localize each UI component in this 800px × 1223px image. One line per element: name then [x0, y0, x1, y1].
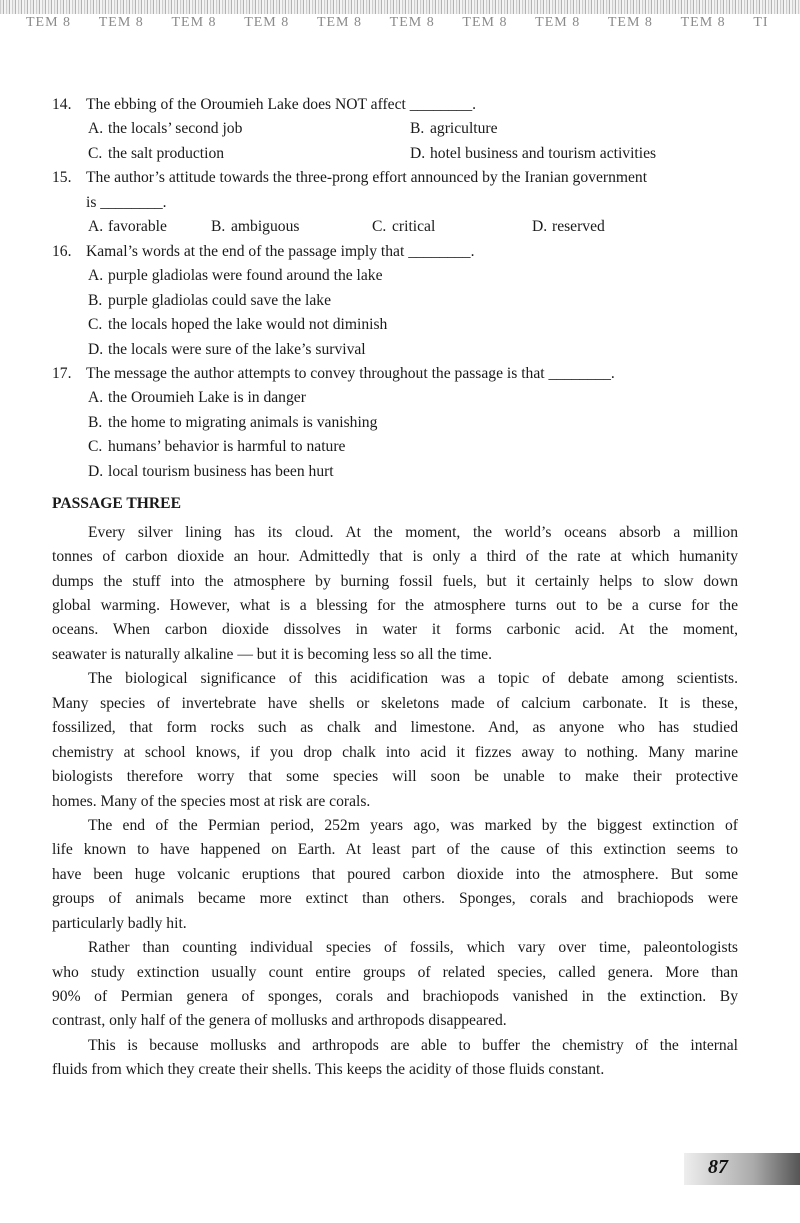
header-label: TEM 8: [171, 15, 217, 30]
answer-option: [88, 264, 383, 288]
passage-paragraph: [52, 814, 738, 936]
option-text: ambiguous: [231, 218, 300, 236]
passage-title: PASSAGE THREE: [52, 495, 181, 513]
paragraph-line: The biological significance of this acidification was a topic of debate among scientists.: [88, 670, 738, 688]
option-text: purple gladiolas were found around the lake: [108, 267, 383, 285]
answer-option: [88, 435, 345, 459]
paragraph-line: contrast, only half of the genera of mollusks and arthropods disappeared.: [52, 1012, 507, 1030]
page-number: 87: [708, 1156, 728, 1178]
option-text: local tourism business has been hurt: [108, 462, 334, 480]
paragraph-line: global warming. However, what is a blessing for the atmosphere turns out to be a curse for the: [52, 597, 738, 615]
option-letter: D.: [532, 218, 548, 236]
header-label: TI: [753, 15, 769, 30]
running-header: [26, 15, 800, 31]
option-letter: B.: [410, 120, 425, 138]
option-letter: B.: [88, 413, 103, 431]
question-number: 17.: [52, 364, 72, 382]
option-letter: B.: [211, 218, 226, 236]
paragraph-line: chemistry at school knows, if you drop chalk into acid it fizzes away to nothing. Many marine: [52, 743, 738, 761]
paragraph-line: Every silver lining has its cloud. At the moment, the world’s oceans absorb a million: [88, 523, 738, 541]
question-stem: [52, 362, 738, 386]
question-14: [52, 93, 738, 166]
header-label: TEM 8: [98, 15, 144, 30]
option-text: the locals were sure of the lake’s survival: [108, 340, 366, 358]
answer-option: [88, 411, 377, 435]
answer-option: [372, 215, 532, 239]
header-label: TEM 8: [244, 15, 290, 30]
option-text: critical: [392, 218, 436, 236]
option-text: humans’ behavior is harmful to nature: [108, 438, 346, 456]
option-text: agriculture: [430, 120, 498, 138]
option-row: [52, 289, 738, 313]
paragraph-line: fluids from which they create their shells. This keeps the acidity of those fluids constant.: [52, 1061, 605, 1079]
option-letter: C.: [88, 438, 103, 456]
header-label: TEM 8: [462, 15, 508, 30]
paragraph-line: biologists therefore worry that some species will soon be unable to make their protective: [52, 768, 738, 786]
option-letter: C.: [88, 316, 103, 334]
paragraph-line: have been huge volcanic eruptions that poured carbon dioxide into the atmosphere. But some: [52, 865, 738, 883]
paragraph-line: groups of animals became more extinct than others. Sponges, corals and brachiopods were: [52, 890, 738, 908]
answer-option: [88, 386, 306, 410]
option-text: hotel business and tourism activities: [430, 144, 657, 162]
option-text: the Oroumieh Lake is in danger: [108, 389, 306, 407]
answer-option: [88, 215, 211, 239]
answer-option: [410, 117, 732, 141]
option-row: [52, 460, 738, 484]
header-label: TEM 8: [680, 15, 726, 30]
answer-option: [88, 142, 410, 166]
option-row: [52, 117, 738, 141]
paragraph-line: The end of the Permian period, 252m years ago, was marked by the biggest extinction of: [88, 816, 738, 834]
option-text: favorable: [108, 218, 167, 236]
question-number: 14.: [52, 96, 72, 113]
header-label: TEM 8: [26, 15, 72, 30]
question-number: 16.: [52, 242, 72, 260]
option-row: [52, 386, 738, 410]
question-text: The author’s attitude towards the three-prong effort announced by the Iranian government: [86, 169, 648, 187]
passage-paragraph: [52, 936, 738, 1034]
option-letter: A.: [88, 267, 104, 285]
question-16: [52, 240, 738, 362]
option-text: purple gladiolas could save the lake: [108, 291, 332, 309]
option-text: the home to migrating animals is vanishing: [108, 413, 378, 431]
option-row: [52, 435, 738, 459]
passage-paragraph: [52, 521, 738, 668]
question-number: 15.: [52, 169, 72, 187]
option-letter: A.: [88, 120, 104, 138]
option-row: [52, 411, 738, 435]
answer-option: [88, 117, 410, 141]
option-letter: D.: [88, 462, 104, 480]
question-stem: [52, 166, 738, 190]
header-label: TEM 8: [607, 15, 653, 30]
paragraph-line: seawater is naturally alkaline — but it is becoming less so all the time.: [52, 645, 492, 663]
question-text: Kamal’s words at the end of the passage imply that ________.: [86, 242, 475, 260]
answer-option: [211, 215, 372, 239]
page-content: [52, 93, 738, 1083]
paragraph-line: Many species of invertebrate have shells or skeletons made of calcium carbonate. It is these,: [52, 694, 738, 712]
question-17: [52, 362, 738, 484]
header-label: TEM 8: [316, 15, 362, 30]
paragraph-line: fossilized, that form rocks such as chalk and limestone. And, as anyone who has studied: [52, 719, 738, 737]
paragraph-line: tonnes of carbon dioxide an hour. Admittedly that is only a third of the rate at which humanity: [52, 548, 738, 566]
question-stem: [52, 93, 738, 117]
question-text: The ebbing of the Oroumieh Lake does NOT affect ________.: [86, 96, 477, 113]
option-text: reserved: [552, 218, 605, 236]
answer-option: [88, 313, 387, 337]
option-letter: D.: [410, 144, 426, 162]
scan-top-band: [0, 0, 800, 14]
paragraph-line: particularly badly hit.: [52, 914, 187, 932]
option-row: [52, 142, 738, 166]
option-row: [52, 215, 738, 239]
question-text: The message the author attempts to convey throughout the passage is that ________.: [86, 364, 615, 382]
answer-option: [88, 460, 334, 484]
option-row: [52, 338, 738, 362]
option-row: [52, 313, 738, 337]
paragraph-line: This is because mollusks and arthropods are able to buffer the chemistry of the internal: [88, 1036, 738, 1054]
option-letter: A.: [88, 389, 104, 407]
passage-paragraph: [52, 1034, 738, 1083]
question-text-continued: is ________.: [86, 193, 167, 211]
paragraph-line: who study extinction usually count entire groups of related species, called genera. More than: [52, 963, 738, 981]
option-letter: C.: [372, 218, 387, 236]
paragraph-line: dumps the stuff into the atmosphere by burning fossil fuels, but it certainly helps to slow down: [52, 572, 738, 590]
paragraph-line: life known to have happened on Earth. At least part of the cause of this extinction seems to: [52, 841, 738, 859]
paragraph-line: Rather than counting individual species of fossils, which vary over time, paleontologists: [88, 939, 738, 957]
option-text: the locals hoped the lake would not diminish: [108, 316, 388, 334]
passage-paragraph: [52, 667, 738, 814]
option-letter: C.: [88, 144, 103, 162]
question-stem: [52, 240, 738, 264]
answer-option: [88, 289, 331, 313]
option-letter: B.: [88, 291, 103, 309]
answer-option: [88, 338, 366, 362]
paragraph-line: 90% of Permian genera of sponges, corals and brachiopods vanished in the extinction. By: [52, 988, 738, 1006]
question-15: [52, 166, 738, 239]
option-text: the salt production: [108, 144, 225, 162]
header-label: TEM 8: [389, 15, 435, 30]
option-letter: A.: [88, 218, 104, 236]
answer-option: [410, 142, 732, 166]
option-row: [52, 264, 738, 288]
paragraph-line: oceans. When carbon dioxide dissolves in water it forms carbonic acid. At the moment,: [52, 621, 738, 639]
page-number-tab: [684, 1153, 800, 1185]
paragraph-line: homes. Many of the species most at risk are corals.: [52, 792, 371, 810]
option-letter: D.: [88, 340, 104, 358]
option-text: the locals’ second job: [108, 120, 243, 138]
answer-option: [532, 215, 655, 239]
header-label: TEM 8: [535, 15, 581, 30]
